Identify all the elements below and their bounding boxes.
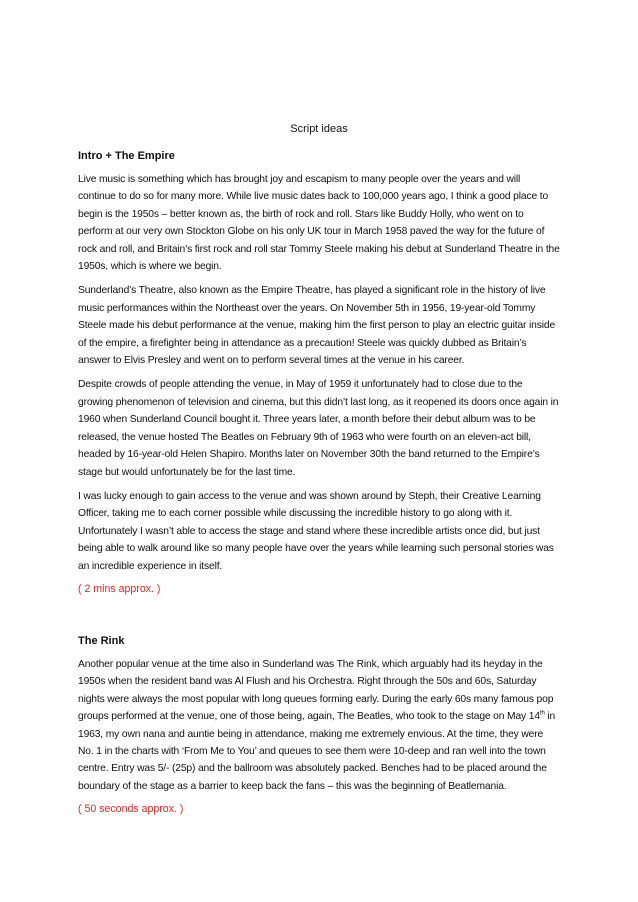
section-intro-empire bbox=[78, 149, 560, 596]
duration-note-rink: ( 50 seconds approx. ) bbox=[78, 803, 184, 816]
paragraph-rink-1 bbox=[78, 656, 560, 795]
paragraph-intro-3: Despite crowds of people attending the venue, in May of 1959 it unfortunately had to close due to the growing phenomenon of television and cinema, but this didn’t last long, as it reopened its doors once again in 1960 when Sunderland Council bought it. Three years later, a month before their debut album was to be released, the venue hosted The Beatles on February 9th of 1963 who were fourth on an eleven-act bill, headed by 16-year-old Helen Shapiro. Months later on November 30th the band returned to the Empire’s stage but would unfortunately be for the last time. bbox=[78, 379, 559, 478]
section-heading-intro: Intro + The Empire bbox=[78, 150, 175, 162]
paragraph-intro-1: Live music is something which has brought joy and escapism to many people over the years and will continue to do so for many more. While live music dates back to 100,000 years ago, I think a good place to begin is the 1950s – better known as, the birth of rock and roll. Stars like Buddy Holly, who went on to perform at our very own Stockton Globe on his only UK tour in March 1958 paved the way for the future of rock and roll, and Britain’s first rock and roll star Tommy Steele making his debut at Sunderland Theatre in the 1950s, which is where we begin. bbox=[78, 174, 560, 273]
paragraph-rink-text-a: Another popular venue at the time also in Sunderland was The Rink, which arguably had its heyday in the 1950s when the resident band was Al Flush and his Orchestra. Right through the 50s and 60s, Saturday nights were always the most popular with long queues forming early. During the early 60s many famous pop groups performed at the venue, one of those being, again, The Beatles, who took to the stage on May 14 bbox=[78, 658, 554, 723]
ordinal-suffix: th bbox=[539, 710, 545, 717]
paragraph-intro-2: Sunderland’s Theatre, also known as the Empire Theatre, has played a significant role in the history of live music performances within the Northeast over the years. On November 5th in 1956, 19-year-old Tommy Steele made his debut performance at the venue, making him the first person to play an electric guitar inside of the empire, a firefighter being in attendance as a precaution! Steele was quickly dubbed as Britain’s answer to Elvis Presley and went on to perform several times at the venue in his career. bbox=[78, 285, 556, 367]
document-page bbox=[78, 122, 560, 816]
document-title: Script ideas bbox=[290, 123, 348, 135]
paragraph-intro-4: I was lucky enough to gain access to the venue and was shown around by Steph, their Creative Learning Officer, taking me to each corner possible while discussing the incredible history to go along with it. Unfortunately I wasn’t able to access the stage and stand where these incredible artists once did, but just being able to walk around like so many people have over the years while learning such personal stories was an incredible experience in itself. bbox=[78, 490, 554, 572]
section-rink bbox=[78, 634, 560, 816]
duration-note-intro: ( 2 mins approx. ) bbox=[78, 582, 161, 595]
section-heading-rink: The Rink bbox=[78, 634, 125, 647]
paragraph-rink-text-b: in 1963, my own nana and auntie being in attendance, making me extremely envious. At the time, they were No. 1 in the charts with ‘From Me to You’ and queues to see them were 10-deep and ran well into the town centre. Entry was 5/- (25p) and the ballroom was absolutely packed. Benches had to be placed around the boundary of the stage as a barrier to keep back the fans – this was the beginning of Beatlemania. bbox=[78, 711, 556, 792]
